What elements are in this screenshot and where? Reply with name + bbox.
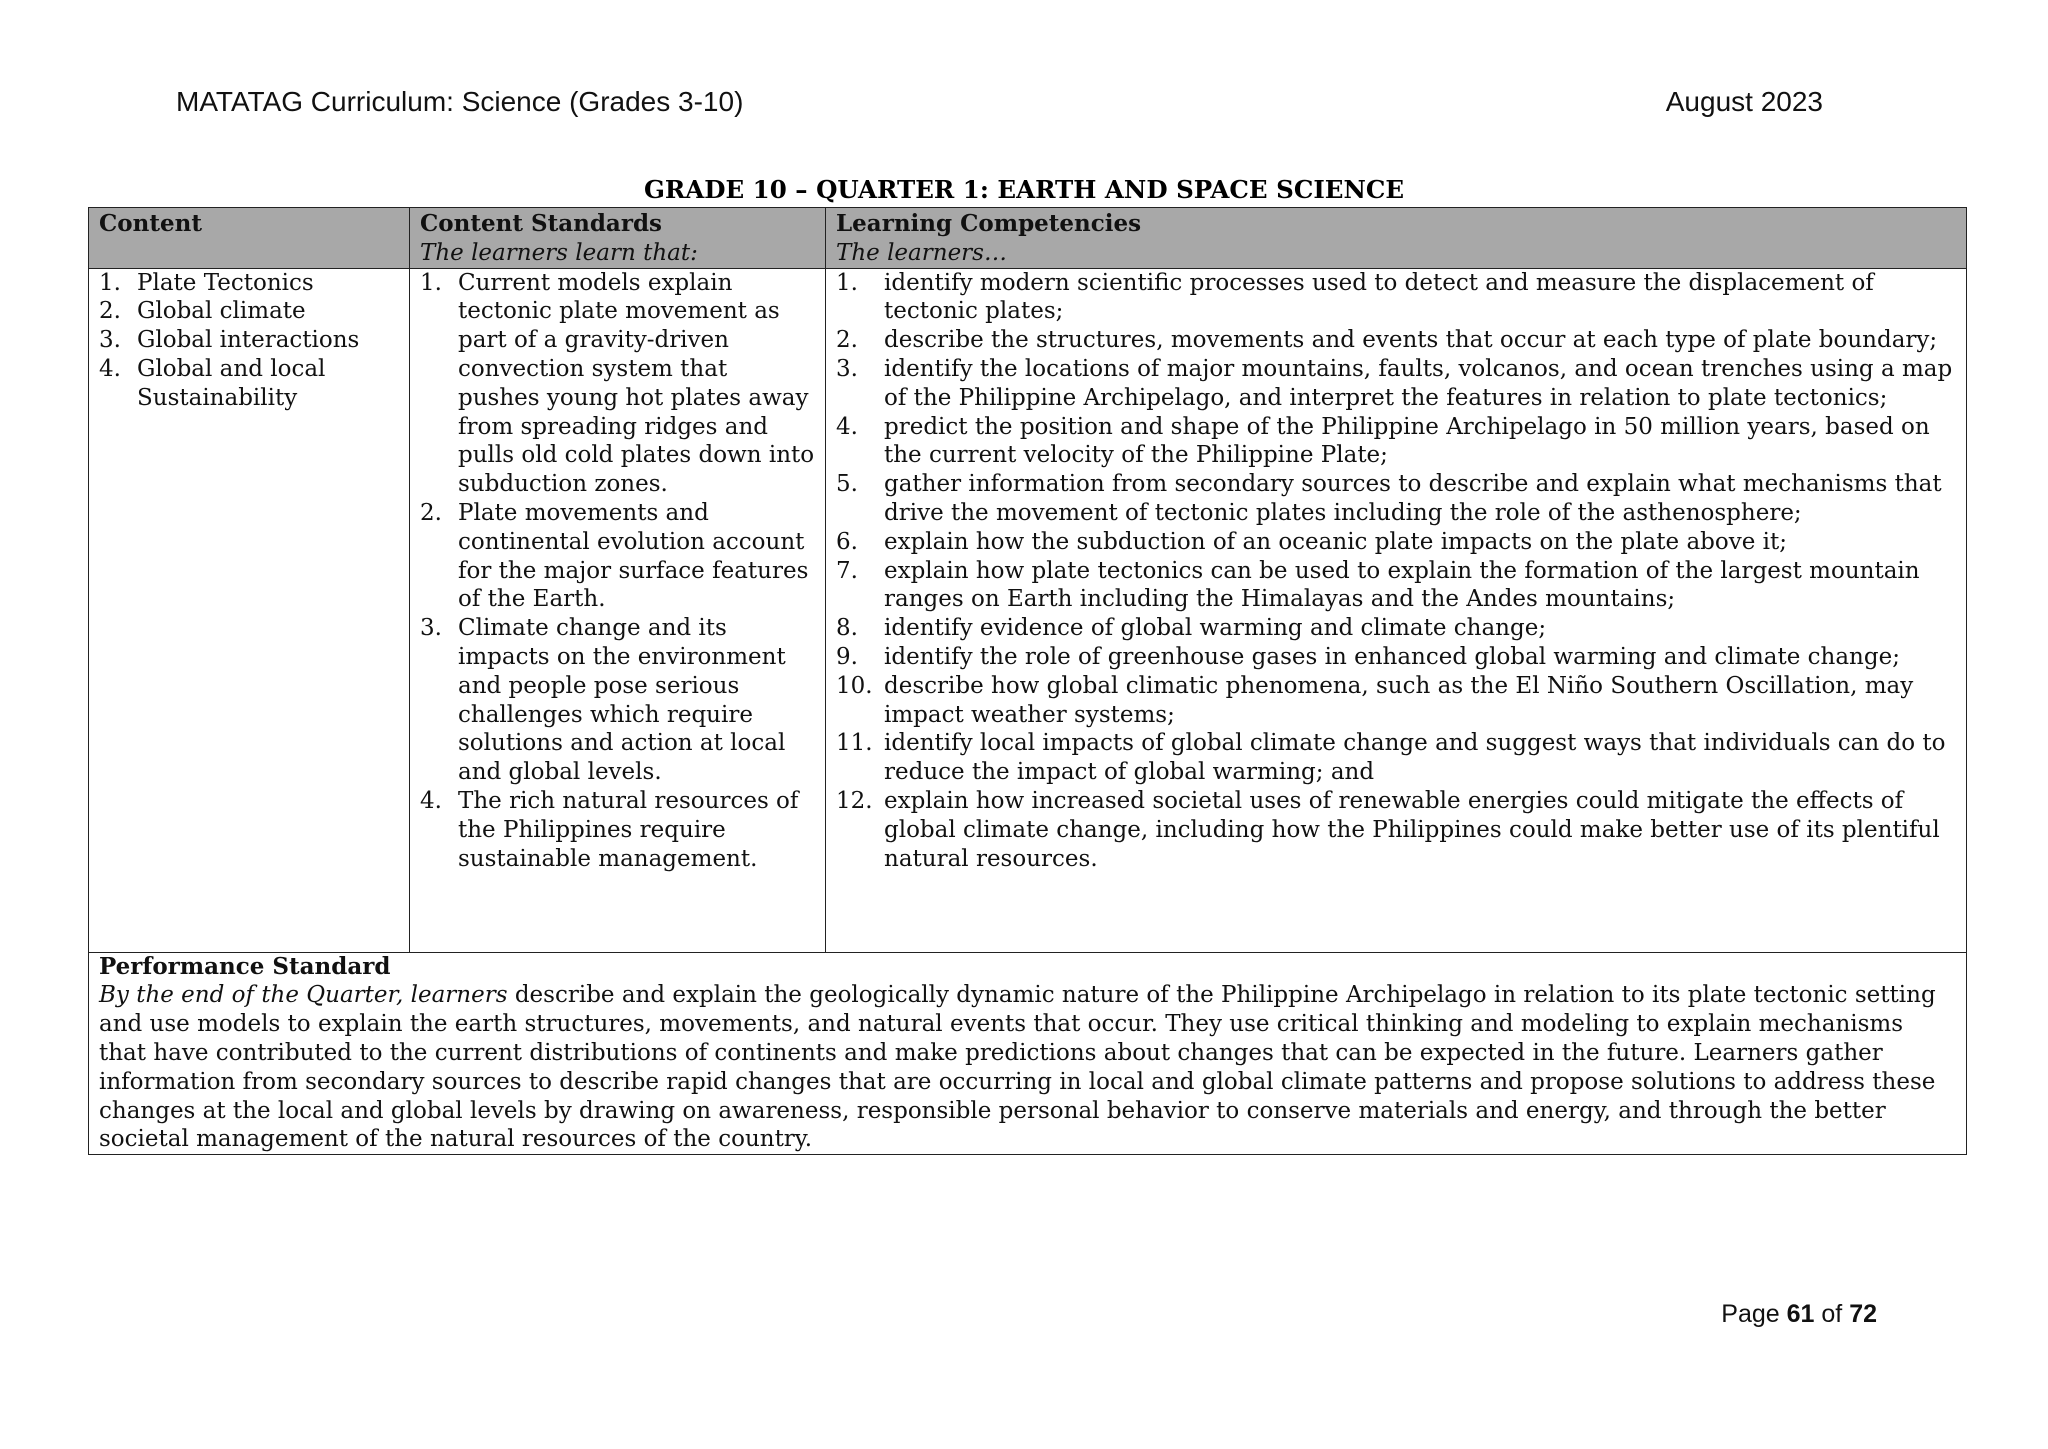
document-header-title: MATATAG Curriculum: Science (Grades 3-10) bbox=[176, 86, 744, 117]
standard-item bbox=[420, 614, 815, 787]
header-content bbox=[89, 208, 410, 269]
competency-item bbox=[836, 269, 1956, 327]
table-body-row bbox=[89, 268, 1967, 952]
standard-item bbox=[420, 787, 815, 873]
standard-item-number: 2. bbox=[420, 499, 442, 526]
current-page: 61 bbox=[1786, 1300, 1815, 1328]
performance-lead: By the end of the Quarter, learners bbox=[99, 982, 508, 1009]
competency-item bbox=[836, 643, 1956, 672]
standard-item-number: 1. bbox=[420, 269, 442, 296]
competency-item-text: identify local impacts of global climate change and suggest ways that individuals can do to reduce the impact of global warming; and bbox=[884, 730, 1946, 786]
content-item-number: 1. bbox=[99, 269, 121, 296]
competencies-cell bbox=[826, 268, 1967, 952]
content-item-number: 3. bbox=[99, 327, 121, 354]
competency-item bbox=[836, 413, 1956, 471]
header-competencies-sub: The learners… bbox=[836, 239, 1007, 266]
performance-text: describe and explain the geologically dynamic nature of the Philippine Archipelago in relation to its plate tectonic setting and use models to explain the earth structures, movements, and natural events that occur. They use critical thinking and modeling to explain mechanisms that have contributed to the current distributions of continents and make predictions about changes that can be expected in the future. Learners gather information from secondary sources to describe rapid changes that are occurring in local and global climate patterns and propose solutions to address these changes at the local and global levels by drawing on awareness, responsible personal behavior to conserve materials and energy, and through the better societal management of the natural resources of the country. bbox=[99, 982, 1936, 1153]
competency-item bbox=[836, 729, 1956, 787]
header-standards bbox=[410, 208, 826, 269]
competency-item-number: 1. bbox=[836, 269, 858, 296]
content-item-text: Plate Tectonics bbox=[137, 269, 314, 296]
document-header-date: August 2023 bbox=[1665, 86, 1823, 117]
curriculum-table bbox=[88, 207, 1967, 1155]
page-number bbox=[1721, 1300, 1877, 1329]
competency-item-text: identify modern scientific processes used to detect and measure the displacement of tectonic plates; bbox=[884, 269, 1874, 325]
competency-item-number: 3. bbox=[836, 355, 858, 382]
of-label: of bbox=[1821, 1300, 1843, 1328]
competency-item-number: 8. bbox=[836, 615, 858, 642]
performance-title: Performance Standard bbox=[99, 952, 391, 980]
competency-item-number: 7. bbox=[836, 557, 858, 584]
competency-item bbox=[836, 326, 1956, 355]
performance-cell bbox=[89, 952, 1967, 1155]
standard-item-text: Climate change and its impacts on the environment and people pose serious challenges which require solutions and action at local and global levels. bbox=[458, 615, 786, 786]
competency-item bbox=[836, 470, 1956, 528]
content-item-number: 4. bbox=[99, 355, 121, 382]
content-item-text: Global climate bbox=[137, 298, 306, 325]
competency-item bbox=[836, 787, 1956, 873]
competency-item-number: 6. bbox=[836, 528, 858, 555]
competency-item bbox=[836, 614, 1956, 643]
competency-item-number: 10. bbox=[836, 672, 873, 699]
standard-item bbox=[420, 499, 815, 614]
standard-item-number: 4. bbox=[420, 787, 442, 814]
competency-item bbox=[836, 355, 1956, 413]
competency-item-text: predict the position and shape of the Philippine Archipelago in 50 million years, based on the current velocity of the Philippine Plate; bbox=[884, 413, 1930, 469]
content-item-text: Global and local Sustainability bbox=[137, 355, 326, 411]
competency-item bbox=[836, 528, 1956, 557]
competency-item bbox=[836, 672, 1956, 730]
competency-item-text: describe how global climatic phenomena, such as the El Niño Southern Oscillation, may impact weather systems; bbox=[884, 672, 1914, 728]
header-competencies-label: Learning Competencies bbox=[836, 210, 1142, 237]
competency-item-number: 9. bbox=[836, 643, 858, 670]
competency-list bbox=[836, 269, 1956, 874]
performance-row bbox=[89, 952, 1967, 1155]
content-item bbox=[99, 326, 399, 355]
content-item bbox=[99, 297, 399, 326]
standards-list bbox=[420, 269, 815, 874]
competency-item-number: 12. bbox=[836, 787, 873, 814]
standard-item-text: Current models explain tectonic plate movement as part of a gravity-driven convection system that pushes young hot plates away from spreading ridges and pulls old cold plates down into subduction zones. bbox=[458, 269, 815, 498]
content-list bbox=[99, 269, 399, 413]
competency-item-text: gather information from secondary sources to describe and explain what mechanisms that drive the movement of tectonic plates including the role of the asthenosphere; bbox=[884, 471, 1942, 526]
page-title: GRADE 10 – QUARTER 1: EARTH AND SPACE SCIENCE bbox=[643, 175, 1405, 204]
content-item-number: 2. bbox=[99, 298, 121, 325]
competency-item-text: identify evidence of global warming and climate change; bbox=[884, 615, 1547, 642]
content-item bbox=[99, 355, 399, 413]
competency-item-text: explain how the subduction of an oceanic plate impacts on the plate above it; bbox=[884, 528, 1787, 555]
content-cell bbox=[89, 268, 410, 952]
standards-cell bbox=[410, 268, 826, 952]
competency-item-number: 4. bbox=[836, 413, 858, 440]
header-competencies bbox=[826, 208, 1967, 269]
performance-text-block bbox=[99, 981, 1956, 1154]
standard-item-text: Plate movements and continental evolution account for the major surface features of the Earth. bbox=[458, 499, 809, 613]
header-standards-sub: The learners learn that: bbox=[420, 239, 698, 266]
competency-item-text: explain how plate tectonics can be used to explain the formation of the largest mountain ranges on Earth including the Himalayas and the Andes mountains; bbox=[884, 557, 1920, 613]
standard-item-number: 3. bbox=[420, 615, 442, 642]
competency-item-text: describe the structures, movements and events that occur at each type of plate boundary; bbox=[884, 327, 1938, 354]
page-label: Page bbox=[1721, 1300, 1780, 1328]
competency-item-text: identify the locations of major mountains, faults, volcanos, and ocean trenches using a map of the Philippine Archipelago, and interpret the features in relation to plate tectonics; bbox=[884, 355, 1953, 411]
content-item bbox=[99, 269, 399, 298]
total-pages: 72 bbox=[1849, 1300, 1877, 1328]
content-item-text: Global interactions bbox=[137, 327, 360, 354]
standard-item bbox=[420, 269, 815, 499]
competency-item-text: explain how increased societal uses of renewable energies could mitigate the effects of global climate change, including how the Philippines could make better use of its plentiful natural resources. bbox=[884, 787, 1940, 872]
competency-item-number: 5. bbox=[836, 471, 858, 498]
competency-item-number: 2. bbox=[836, 327, 858, 354]
standard-item-text: The rich natural resources of the Philippines require sustainable management. bbox=[458, 787, 799, 872]
header-content-label: Content bbox=[99, 210, 202, 237]
competency-item-number: 11. bbox=[836, 730, 873, 757]
competency-item bbox=[836, 557, 1956, 615]
header-standards-label: Content Standards bbox=[420, 210, 662, 237]
competency-item-text: identify the role of greenhouse gases in enhanced global warming and climate change; bbox=[884, 643, 1900, 670]
table-header-row bbox=[89, 208, 1967, 269]
